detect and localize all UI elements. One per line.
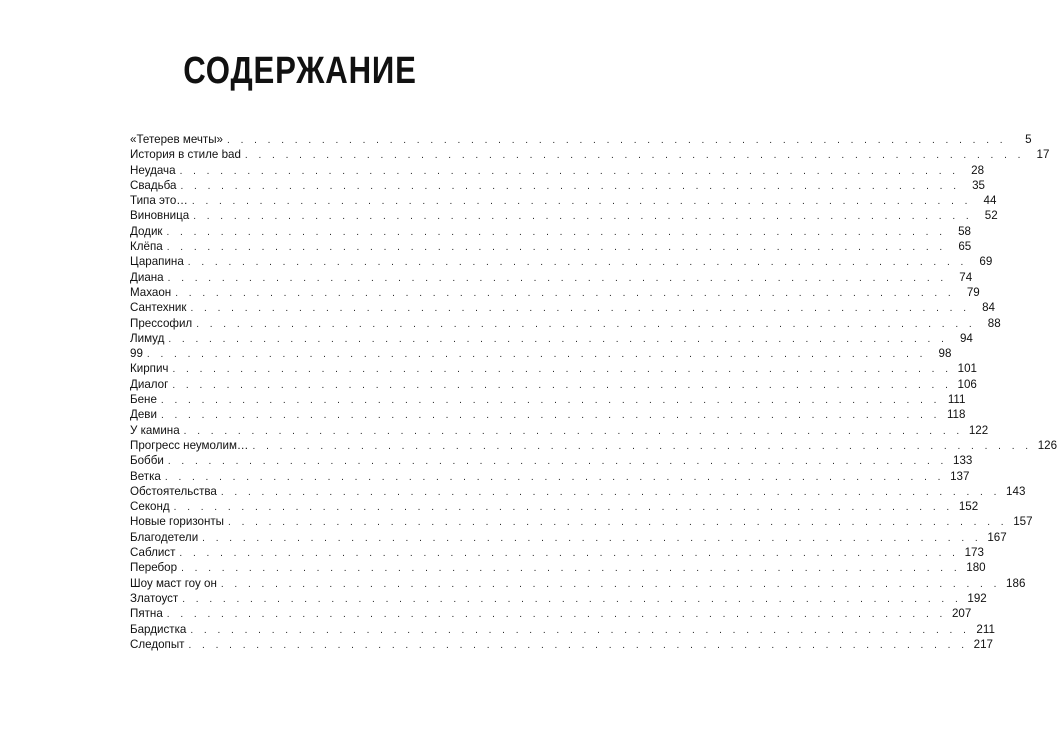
toc-entry: [130, 224, 972, 239]
toc-entry: [130, 239, 972, 254]
toc-entry: [130, 469, 970, 484]
toc-entry-title: Диана: [130, 270, 164, 284]
toc-entry-title: Лимуд: [130, 331, 165, 345]
toc-entry-title: Бардистка: [130, 622, 187, 636]
toc-page-number: 167: [987, 530, 1007, 544]
toc-page-number: 143: [1006, 484, 1026, 498]
toc-page-number: 122: [968, 423, 989, 437]
toc-page-number: 101: [957, 362, 977, 376]
toc-entry-title: Кирпич: [130, 362, 169, 376]
toc-entry: [130, 193, 997, 208]
toc-page-number: 180: [966, 561, 986, 575]
toc-leader-dots: . . . . . . . . . . . . . . . . . . . . . . . . . . . . . . . . . . . . . . . . . . . . . . . . . . . . . . . . . .: [179, 165, 960, 177]
toc-entry-title: Следопыт: [130, 637, 185, 651]
toc-entry-title: Свадьба: [130, 178, 177, 192]
toc-leader-dots: . . . . . . . . . . . . . . . . . . . . . . . . . . . . . . . . . . . . . . . . . . . . . . . . . . . . . . . . . .: [167, 272, 948, 284]
toc-page-number: 111: [947, 393, 966, 407]
toc-entry-title: Виновница: [130, 209, 190, 223]
toc-entry: [130, 285, 980, 300]
toc-entry: [130, 163, 985, 178]
toc-leader-dots: . . . . . . . . . . . . . . . . . . . . . . . . . . . . . . . . . . . . . . . . . . . . . . . . . . . . . . . . . .: [173, 502, 954, 514]
toc-leader-dots: . . . . . . . . . . . . . . . . . . . . . . . . . . . . . . . . . . . . . . . . . . . . . . . . . . . . . . . . . .: [166, 242, 947, 254]
toc-leader-dots: . . . . . . . . . . . . . . . . . . . . . . . . . . . . . . . . . . . . . . . . . . . . . . . . . . . . . . . . . .: [146, 349, 927, 361]
toc-entry-title: Пятна: [130, 607, 163, 621]
toc-leader-dots: . . . . . . . . . . . . . . . . . . . . . . . . . . . . . . . . . . . . . . . . . . . . . . . . . . . . . . . . . .: [175, 287, 955, 299]
toc-page-number: 118: [946, 408, 966, 422]
toc-entry: [130, 499, 979, 514]
toc-entry-title: Типа это…: [130, 194, 188, 208]
toc-page-number: 106: [957, 377, 977, 391]
toc-page-number: 58: [958, 224, 972, 238]
toc-page-number: 217: [973, 637, 993, 651]
toc-entry: [130, 484, 1026, 499]
toc-entry: [130, 606, 972, 621]
toc-page-number: 192: [967, 591, 987, 605]
toc-entry: [130, 530, 1007, 545]
toc-entry-title: Бобби: [130, 454, 164, 468]
toc-page-number: 69: [979, 255, 993, 269]
toc-leader-dots: . . . . . . . . . . . . . . . . . . . . . . . . . . . . . . . . . . . . . . . . . . . . . . . . . . . . . . . . . .: [166, 226, 947, 238]
toc-leader-dots: . . . . . . . . . . . . . . . . . . . . . . . . . . . . . . . . . . . . . . . . . . . . . . . . . . . . . . . . . .: [196, 318, 976, 330]
toc-leader-dots: . . . . . . . . . . . . . . . . . . . . . . . . . . . . . . . . . . . . . . . . . . . . . . . . . . . . . . . . . .: [220, 486, 1001, 498]
toc-entry-title: Саблист: [130, 546, 176, 560]
toc-page-number: 98: [938, 347, 952, 361]
toc-entry: [130, 423, 989, 438]
toc-page-number: 52: [984, 209, 998, 223]
toc-leader-dots: . . . . . . . . . . . . . . . . . . . . . . . . . . . . . . . . . . . . . . . . . . . . . . . . . . . . . . . . . .: [164, 471, 945, 483]
toc-entry: [130, 254, 993, 269]
toc-entry-title: Сантехник: [130, 301, 187, 315]
toc-entry: [130, 514, 1033, 529]
toc-leader-dots: . . . . . . . . . . . . . . . . . . . . . . . . . . . . . . . . . . . . . . . . . . . . . . . . . . . . . . . . . .: [244, 150, 1025, 162]
toc-entry-title: Благодетели: [130, 530, 199, 544]
toc-page-number: 79: [966, 285, 980, 299]
toc-entry: [130, 132, 1032, 147]
toc-entry-title: Секонд: [130, 500, 170, 514]
toc-page-number: 173: [964, 546, 984, 560]
toc-leader-dots: . . . . . . . . . . . . . . . . . . . . . . . . . . . . . . . . . . . . . . . . . . . . . . . . . . . . . . . . . .: [202, 532, 982, 544]
toc-leader-dots: . . . . . . . . . . . . . . . . . . . . . . . . . . . . . . . . . . . . . . . . . . . . . . . . . . . . . . . . . .: [227, 135, 1007, 146]
toc-entry-title: Царапина: [130, 255, 184, 269]
toc-entry-title: Прессофил: [130, 316, 193, 330]
toc-entry: [130, 576, 1026, 591]
toc-leader-dots: . . . . . . . . . . . . . . . . . . . . . . . . . . . . . . . . . . . . . . . . . . . . . . . . . . . . . . . . . .: [181, 563, 961, 575]
toc-leader-dots: . . . . . . . . . . . . . . . . . . . . . . . . . . . . . . . . . . . . . . . . . . . . . . . . . . . . . . . . . .: [190, 624, 970, 636]
toc-entry-title: Бене: [130, 393, 157, 407]
toc-leader-dots: . . . . . . . . . . . . . . . . . . . . . . . . . . . . . . . . . . . . . . . . . . . . . . . . . . . . . . . . . .: [187, 257, 968, 269]
toc-entry-title: У камина: [130, 423, 180, 437]
toc-entry: [130, 591, 987, 606]
toc-leader-dots: . . . . . . . . . . . . . . . . . . . . . . . . . . . . . . . . . . . . . . . . . . . . . . . . . . . . . . . . . .: [228, 517, 1008, 529]
toc-page-number: 157: [1013, 515, 1033, 529]
toc-page-number: 126: [1037, 438, 1057, 452]
toc-page-number: 211: [976, 622, 995, 636]
toc-entry-title: Махаон: [130, 285, 172, 299]
toc-entry: [130, 560, 986, 575]
toc-leader-dots: . . . . . . . . . . . . . . . . . . . . . . . . . . . . . . . . . . . . . . . . . . . . . . . . . . . . . . . . . .: [252, 440, 1033, 452]
toc-page-number: 186: [1006, 576, 1026, 590]
toc-entry-title: 99: [130, 347, 143, 361]
toc-leader-dots: . . . . . . . . . . . . . . . . . . . . . . . . . . . . . . . . . . . . . . . . . . . . . . . . . . . . . . . . . .: [188, 639, 968, 651]
toc-leader-dots: . . . . . . . . . . . . . . . . . . . . . . . . . . . . . . . . . . . . . . . . . . . . . . . . . . . . . . . . . .: [172, 364, 952, 376]
toc-leader-dots: . . . . . . . . . . . . . . . . . . . . . . . . . . . . . . . . . . . . . . . . . . . . . . . . . . . . . . . . . .: [160, 395, 941, 407]
toc-entry-title: Златоуст: [130, 591, 179, 605]
toc-entry-title: Додик: [130, 224, 163, 238]
toc-page-number: 94: [959, 331, 973, 345]
toc-entry-title: Обстоятельства: [130, 484, 217, 498]
toc-page-number: 137: [950, 469, 970, 483]
toc-page-number: 5: [1025, 133, 1032, 146]
toc-page-number: 65: [958, 240, 972, 254]
toc-entry-title: «Тетерев мечты»: [130, 133, 224, 146]
toc-page-number: 84: [982, 301, 995, 315]
toc-leader-dots: . . . . . . . . . . . . . . . . . . . . . . . . . . . . . . . . . . . . . . . . . . . . . . . . . . . . . . . . . .: [182, 593, 962, 605]
toc-entry: [130, 147, 1050, 162]
toc-leader-dots: . . . . . . . . . . . . . . . . . . . . . . . . . . . . . . . . . . . . . . . . . . . . . . . . . . . . . . . . . .: [193, 211, 973, 223]
toc-entry-title: Деви: [130, 408, 157, 422]
toc-entry: [130, 377, 977, 392]
toc-entry: [130, 392, 966, 407]
toc-entry-title: Шоу маст гоу он: [130, 576, 217, 590]
toc-leader-dots: . . . . . . . . . . . . . . . . . . . . . . . . . . . . . . . . . . . . . . . . . . . . . . . . . . . . . . . . . .: [220, 578, 1001, 590]
toc-entry: [130, 453, 973, 468]
toc-entry-title: Клёпа: [130, 240, 163, 254]
toc-entry-title: Неудача: [130, 163, 176, 177]
toc-leader-dots: . . . . . . . . . . . . . . . . . . . . . . . . . . . . . . . . . . . . . . . . . . . . . . . . . . . . . . . . . .: [167, 456, 948, 468]
toc-page-number: 44: [983, 194, 997, 208]
toc-page-number: 28: [971, 163, 985, 177]
toc-page-number: 17: [1036, 148, 1050, 162]
toc-leader-dots: . . . . . . . . . . . . . . . . . . . . . . . . . . . . . . . . . . . . . . . . . . . . . . . . . . . . . . . . . .: [183, 425, 964, 437]
toc-entry-title: Новые горизонты: [130, 515, 225, 529]
page-title: СОДЕРЖАНИЕ: [183, 50, 417, 92]
toc-leader-dots: . . . . . . . . . . . . . . . . . . . . . . . . . . . . . . . . . . . . . . . . . . . . . . . . . . . . . . . . . .: [179, 548, 959, 560]
toc-leader-dots: . . . . . . . . . . . . . . . . . . . . . . . . . . . . . . . . . . . . . . . . . . . . . . . . . . . . . . . . . .: [166, 609, 947, 621]
toc-entry: [130, 545, 984, 560]
toc-page-number: 152: [958, 500, 979, 514]
toc-entry: [130, 407, 966, 422]
toc-page-number: 133: [953, 454, 973, 468]
toc-entry: [130, 622, 995, 637]
toc-leader-dots: . . . . . . . . . . . . . . . . . . . . . . . . . . . . . . . . . . . . . . . . . . . . . . . . . . . . . . . . . .: [190, 303, 970, 315]
table-of-contents: [130, 132, 1057, 652]
toc-entry-title: Диалог: [130, 377, 169, 391]
toc-entry: [130, 178, 985, 193]
toc-leader-dots: . . . . . . . . . . . . . . . . . . . . . . . . . . . . . . . . . . . . . . . . . . . . . . . . . . . . . . . . . .: [191, 196, 972, 208]
toc-entry: [130, 346, 952, 361]
toc-entry-title: Перебор: [130, 561, 178, 575]
toc-entry: [130, 208, 998, 223]
toc-entry: [130, 361, 977, 376]
toc-entry: [130, 438, 1057, 453]
toc-entry: [130, 300, 995, 315]
toc-leader-dots: . . . . . . . . . . . . . . . . . . . . . . . . . . . . . . . . . . . . . . . . . . . . . . . . . . . . . . . . . .: [168, 333, 948, 345]
toc-leader-dots: . . . . . . . . . . . . . . . . . . . . . . . . . . . . . . . . . . . . . . . . . . . . . . . . . . . . . . . . . .: [172, 379, 952, 391]
toc-page-number: 35: [972, 178, 985, 192]
toc-leader-dots: . . . . . . . . . . . . . . . . . . . . . . . . . . . . . . . . . . . . . . . . . . . . . . . . . . . . . . . . . .: [160, 410, 941, 422]
toc-page-number: 74: [959, 270, 973, 284]
toc-page-number: 88: [987, 316, 1001, 330]
toc-leader-dots: . . . . . . . . . . . . . . . . . . . . . . . . . . . . . . . . . . . . . . . . . . . . . . . . . . . . . . . . . .: [180, 180, 960, 192]
toc-entry: [130, 270, 973, 285]
toc-entry: [130, 637, 993, 652]
toc-entry: [130, 331, 973, 346]
toc-page-number: 207: [951, 607, 972, 621]
toc-entry-title: Прогресс неумолим…: [130, 438, 249, 452]
toc-entry-title: Ветка: [130, 469, 161, 483]
toc-entry-title: История в стиле bad: [130, 148, 241, 162]
toc-entry: [130, 316, 1001, 331]
